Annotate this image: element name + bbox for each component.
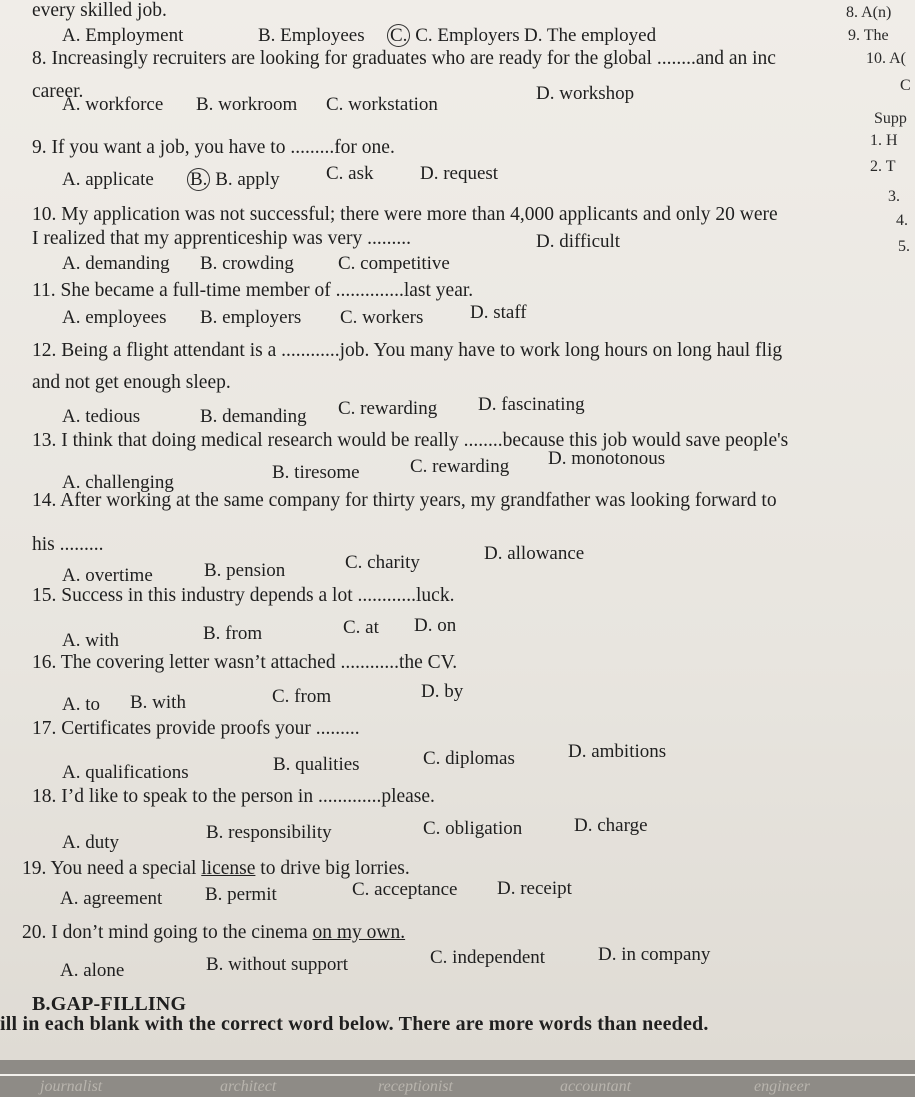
q20-option-d: D. in company	[598, 944, 711, 965]
q14-option-c: C. charity	[345, 552, 420, 573]
q20-option-c: C. independent	[430, 947, 546, 968]
q14-option-d: D. allowance	[484, 543, 585, 564]
section-b-heading: B.GAP-FILLING	[32, 993, 187, 1015]
answer-circle: C.	[387, 24, 410, 47]
question-8: 8. Increasingly recruiters are looking for graduates who are ready for the global ........and an inc	[32, 48, 776, 69]
word-box-item: receptionist	[378, 1078, 453, 1095]
question-16: 16. The covering letter wasn’t attached ............the CV.	[32, 652, 458, 673]
q7-tail: every skilled job.	[32, 0, 167, 21]
q17-option-a: A. qualifications	[62, 762, 189, 783]
q19-option-a: A. agreement	[60, 888, 163, 909]
side-column-line: 4.	[896, 212, 908, 229]
q13-option-b: B. tiresome	[272, 462, 360, 483]
question-20: 20. I don’t mind going to the cinema on my own.	[22, 922, 406, 943]
q20-option-a: A. alone	[60, 960, 125, 981]
q15-option-a: A. with	[62, 630, 119, 651]
word-box-item: architect	[220, 1078, 277, 1095]
word-box-item: journalist	[40, 1078, 103, 1095]
q12-option-c: C. rewarding	[338, 398, 438, 419]
q11-option-a: A. employees	[62, 307, 167, 328]
word-box-rule	[0, 1074, 915, 1076]
section-b-instruction: ill in each blank with the correct word below. There are more words than needed.	[0, 1013, 709, 1035]
side-column-line: 1. H	[870, 132, 898, 149]
q10-option-b: B. crowding	[200, 253, 294, 274]
q18-option-d: D. charge	[574, 815, 648, 836]
q11-option-b: B. employers	[200, 307, 302, 328]
side-column-line: C	[900, 77, 911, 94]
word-box-item: engineer	[754, 1078, 810, 1095]
answer-circle: B.	[187, 168, 210, 191]
side-column-line: 2. T	[870, 158, 896, 175]
question-18: 18. I’d like to speak to the person in .............please.	[32, 786, 435, 807]
q17-option-d: D. ambitions	[568, 741, 667, 762]
question-10: 10. My application was not successful; there were more than 4,000 applicants and only 20 were	[32, 204, 778, 225]
q10-option-d: D. difficult	[536, 231, 621, 252]
question-11: 11. She became a full-time member of ..............last year.	[32, 280, 474, 301]
q10-option-c: C. competitive	[338, 253, 450, 274]
word-box-item: accountant	[560, 1078, 632, 1095]
q20-option-b: B. without support	[206, 954, 348, 975]
q18-option-a: A. duty	[62, 832, 119, 853]
side-column-line: Supp	[874, 110, 907, 127]
question-15: 15. Success in this industry depends a lot ............luck.	[32, 585, 455, 606]
q13-option-d: D. monotonous	[548, 448, 666, 469]
q16-option-b: B. with	[130, 692, 186, 713]
q12-option-b: B. demanding	[200, 406, 307, 427]
question-17: 17. Certificates provide proofs your .........	[32, 718, 360, 739]
q12-option-a: A. tedious	[62, 406, 141, 427]
q8-option-d: D. workshop	[536, 83, 635, 104]
q8-option-b: B. workroom	[196, 94, 298, 115]
side-column-line: 5.	[898, 238, 910, 255]
q16-option-a: A. to	[62, 694, 100, 715]
side-column-line: 8. A(n)	[846, 4, 892, 21]
q7-option-b: B. Employees	[258, 25, 365, 46]
q12-option-d: D. fascinating	[478, 394, 585, 415]
q9-option-d: D. request	[420, 163, 499, 184]
q9-option-b: B. B. apply	[190, 169, 280, 191]
q9-option-c: C. ask	[326, 163, 374, 184]
question-12-continued: and not get enough sleep.	[32, 372, 231, 393]
q19-option-d: D. receipt	[497, 878, 572, 899]
question-14: 14. After working at the same company for thirty years, my grandfather was looking forward to	[32, 490, 777, 511]
q8-option-a: A. workforce	[62, 94, 164, 115]
q15-option-b: B. from	[203, 623, 263, 644]
question-14-continued: his .........	[32, 534, 104, 555]
q11-option-d: D. staff	[470, 302, 527, 323]
q11-option-c: C. workers	[340, 307, 424, 328]
q16-option-c: C. from	[272, 686, 332, 707]
question-9: 9. If you want a job, you have to .........for one.	[32, 137, 395, 158]
question-8-continued: career.	[32, 81, 84, 102]
q9-option-a: A. applicate	[62, 169, 154, 190]
side-column-line: 9. The	[848, 27, 889, 44]
q18-option-b: B. responsibility	[206, 822, 332, 843]
q19-option-c: C. acceptance	[352, 879, 458, 900]
side-column-line: 10. A(	[866, 50, 906, 67]
q13-option-a: A. challenging	[62, 472, 174, 493]
q15-option-c: C. at	[343, 617, 379, 638]
q14-option-b: B. pension	[204, 560, 286, 581]
question-13: 13. I think that doing medical research would be really ........because this job would save people's	[32, 430, 789, 451]
q8-option-c: C. workstation	[326, 94, 438, 115]
q7-option-c: C. C. Employers	[390, 25, 520, 47]
q14-option-a: A. overtime	[62, 565, 153, 586]
q15-option-d: D. on	[414, 615, 457, 636]
q10-option-a: A. demanding	[62, 253, 170, 274]
question-12: 12. Being a flight attendant is a ............job. You many have to work long hours on long haul flig	[32, 340, 783, 361]
q19-option-b: B. permit	[205, 884, 277, 905]
question-19: 19. You need a special license to drive big lorries.	[22, 858, 410, 879]
q17-option-b: B. qualities	[273, 754, 360, 775]
q13-option-c: C. rewarding	[410, 456, 510, 477]
q17-option-c: C. diplomas	[423, 748, 515, 769]
q7-option-d: D. The employed	[524, 25, 657, 46]
q7-option-a: A. Employment	[62, 25, 184, 46]
question-10-continued: I realized that my apprenticeship was very .........	[32, 228, 412, 249]
side-column-line: 3.	[888, 188, 900, 205]
q18-option-c: C. obligation	[423, 818, 523, 839]
q16-option-d: D. by	[421, 681, 464, 702]
